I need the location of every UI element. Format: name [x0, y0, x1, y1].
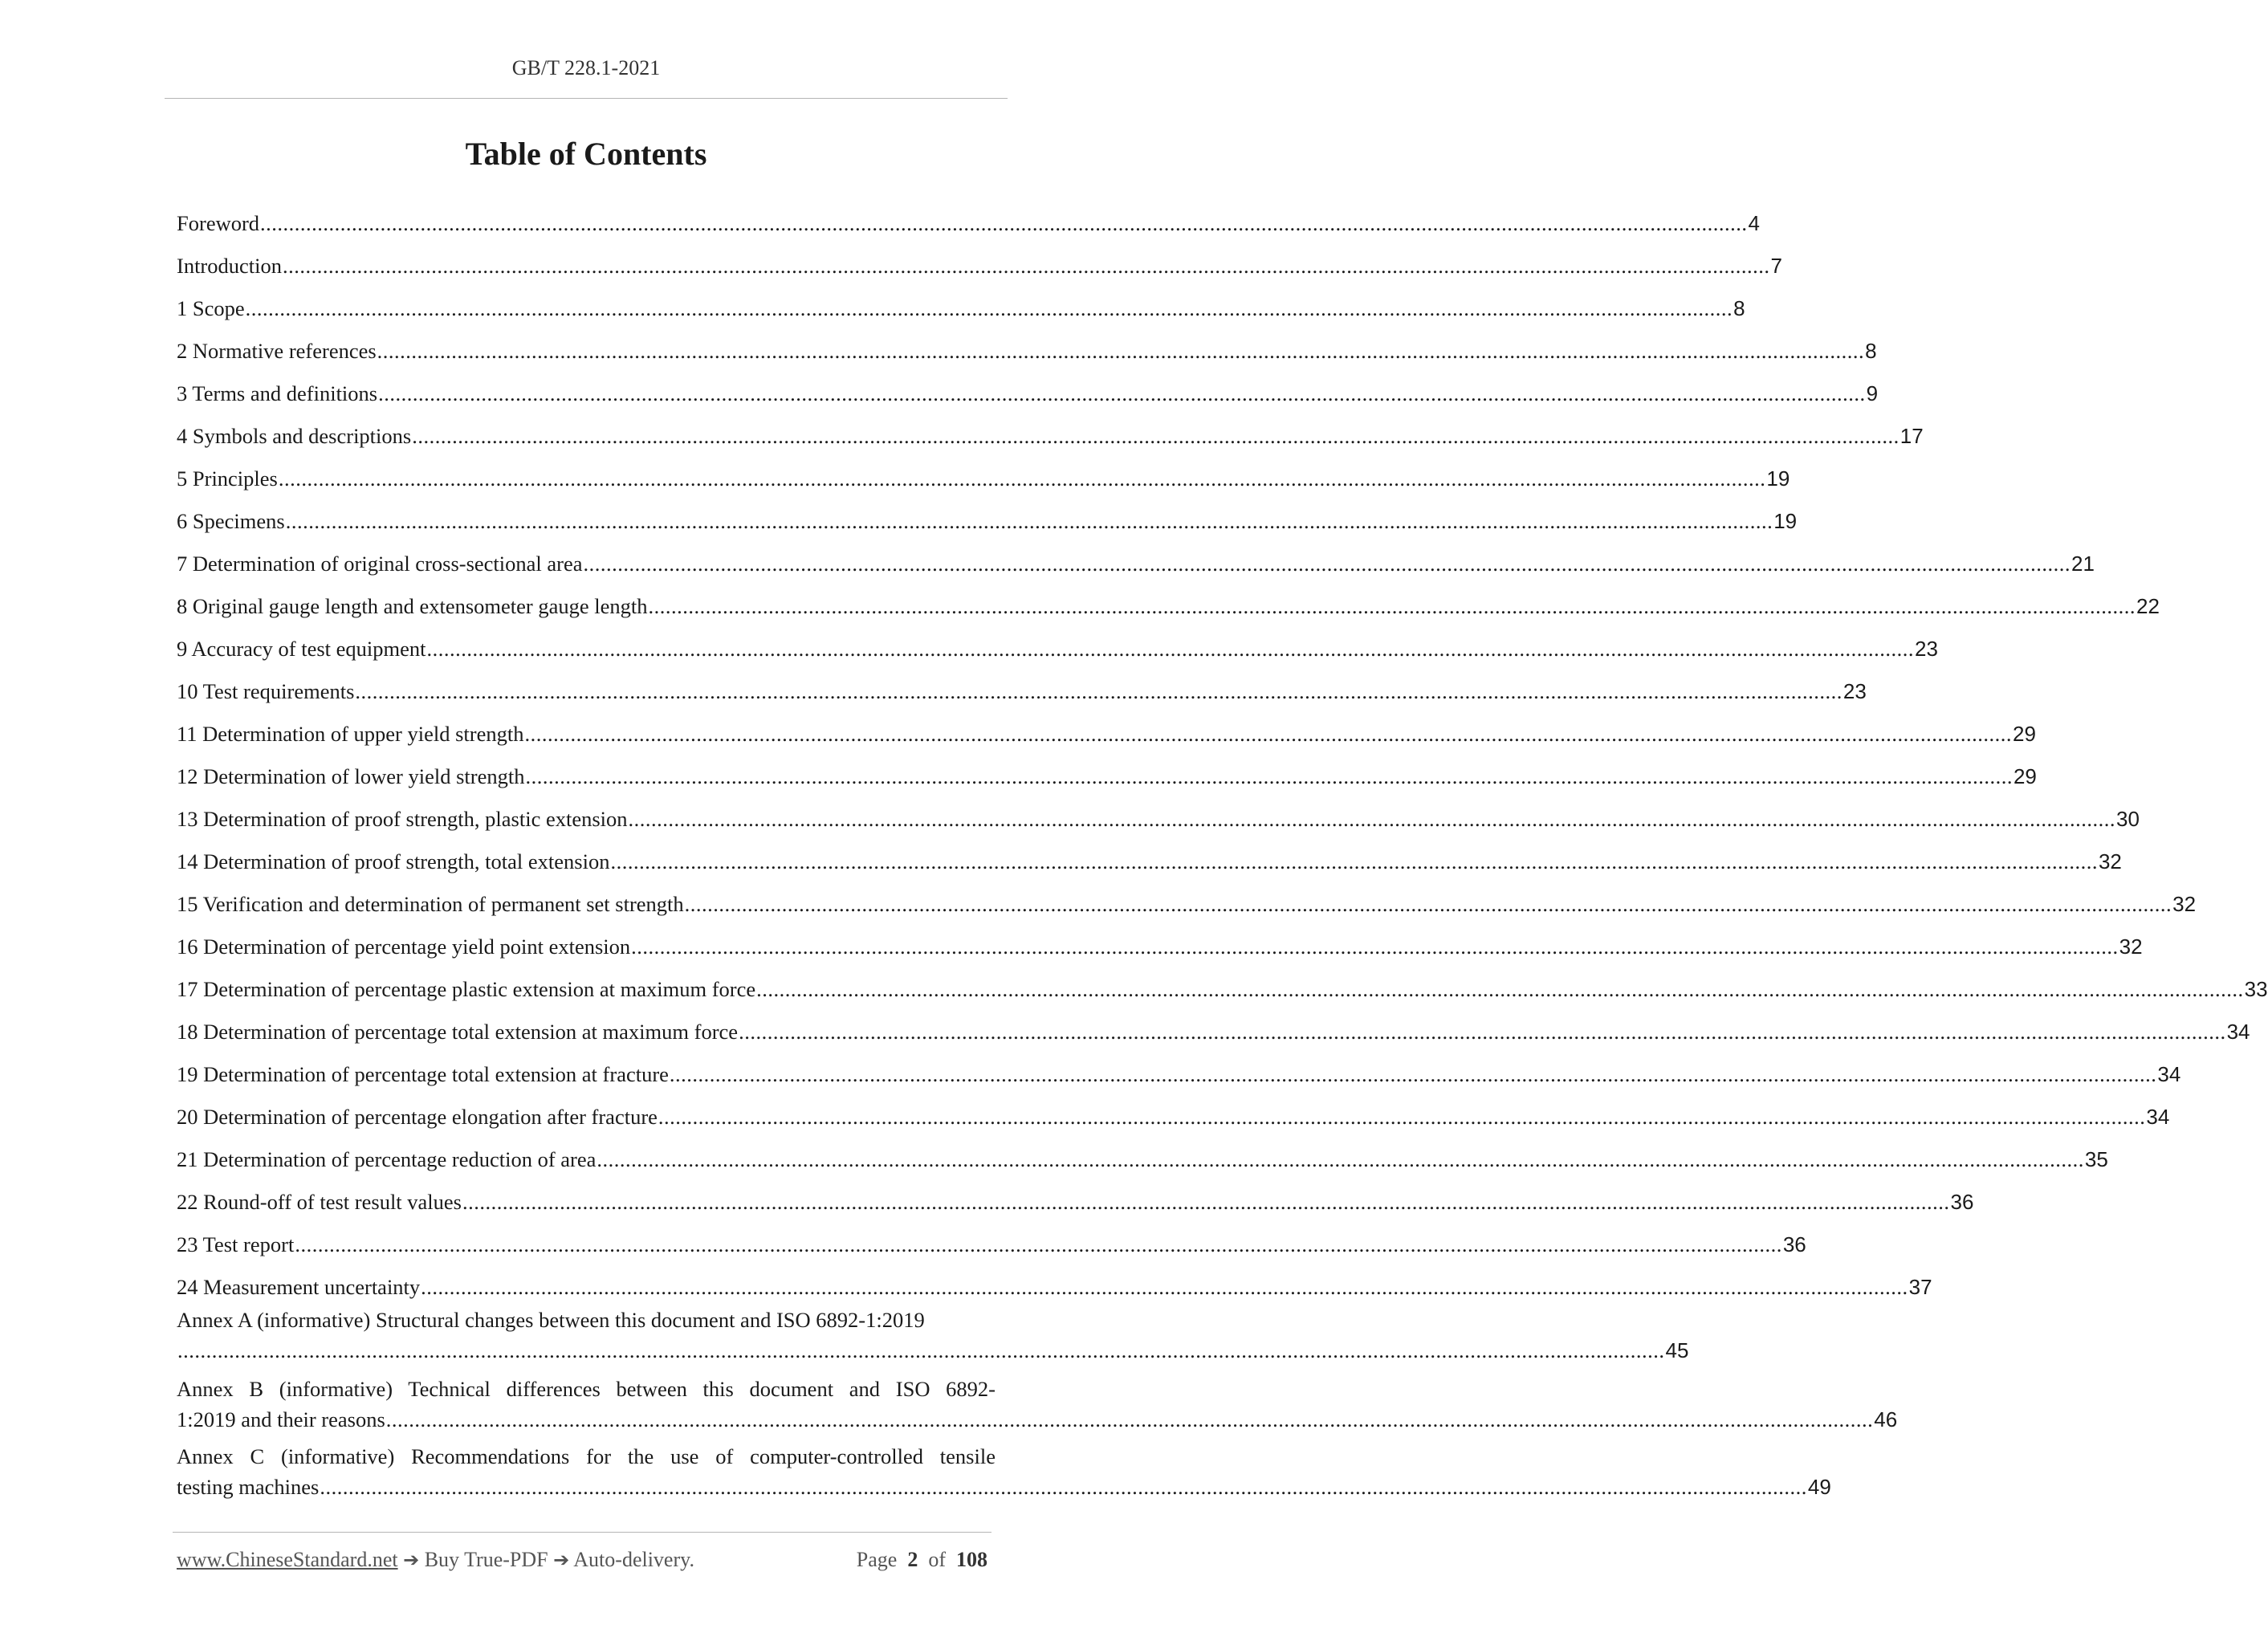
- dot-leader: ....................................................................................................................................................................................................................................................................: [684, 892, 2172, 916]
- toc-entry[interactable]: [177, 1258, 1932, 1301]
- toc-entry[interactable]: [177, 1045, 2181, 1088]
- toc-entry[interactable]: [177, 747, 2037, 790]
- site-link[interactable]: www.ChineseStandard.net: [177, 1548, 398, 1571]
- toc-entry-page: 32: [2098, 849, 2122, 873]
- toc-entry-label: 2 Normative references: [177, 339, 377, 363]
- toc-entry[interactable]: [177, 364, 1879, 407]
- toc-entry[interactable]: [177, 407, 1924, 450]
- toc-entry[interactable]: [177, 960, 2268, 1003]
- toc-entry[interactable]: [177, 918, 2143, 960]
- toc-entry-page: 22: [2136, 594, 2160, 618]
- current-page: 2: [907, 1548, 918, 1571]
- dot-leader: ....................................................................................................................................................................................................................................................................: [610, 849, 2098, 873]
- arrow-right-icon: ➔: [553, 1549, 570, 1571]
- toc-entry-page: 33: [2244, 977, 2268, 1001]
- toc-entry-label: 21 Determination of percentage reduction of area: [177, 1147, 597, 1171]
- toc-entry-label: Introduction: [177, 254, 282, 278]
- toc-entry-label: Annex B (informative) Technical differences between this document and ISO 6892-: [177, 1377, 996, 1401]
- toc-entry-label: 1 Scope: [177, 296, 245, 320]
- toc-entry-page: 30: [2116, 807, 2140, 831]
- toc-entry[interactable]: [177, 875, 2197, 918]
- toc-entry-label: 11 Determination of upper yield strength: [177, 722, 524, 746]
- toc-entry-label: 19 Determination of percentage total extension at fracture: [177, 1062, 669, 1086]
- dot-leader: ....................................................................................................................................................................................................................................................................: [177, 1338, 1665, 1362]
- toc-entry-label: 15 Verification and determination of permanent set strength: [177, 892, 684, 916]
- table-of-contents: [177, 194, 2268, 1506]
- dot-leader: ....................................................................................................................................................................................................................................................................: [597, 1147, 2084, 1171]
- dot-leader: ....................................................................................................................................................................................................................................................................: [462, 1190, 1950, 1214]
- toc-entry-label: 8 Original gauge length and extensometer gauge length: [177, 594, 648, 618]
- toc-entry-label: 12 Determination of lower yield strength: [177, 764, 525, 788]
- dot-leader: ....................................................................................................................................................................................................................................................................: [355, 679, 1842, 703]
- footer-buy-text: Buy True-PDF: [419, 1548, 554, 1571]
- footer-delivery-text: Auto-delivery.: [569, 1548, 694, 1571]
- toc-entry-annex-c[interactable]: [177, 1439, 1831, 1506]
- document-code-header: GB/T 228.1-2021: [511, 56, 661, 79]
- toc-entry-page: 8: [1733, 296, 1745, 320]
- toc-entry[interactable]: [177, 1130, 2108, 1173]
- dot-leader: ....................................................................................................................................................................................................................................................................: [385, 1407, 1874, 1431]
- toc-entry-label-cont: 1:2019 and their reasons: [177, 1407, 385, 1431]
- toc-entry[interactable]: [177, 790, 2140, 833]
- toc-entry-label-cont: testing machines: [177, 1475, 320, 1499]
- header-divider: [165, 98, 1008, 99]
- toc-entry-label: 23 Test report: [177, 1232, 295, 1256]
- of-word: of: [928, 1548, 946, 1571]
- dot-leader: ....................................................................................................................................................................................................................................................................: [525, 764, 2013, 788]
- dot-leader: ....................................................................................................................................................................................................................................................................: [245, 296, 1733, 320]
- toc-entry-label: 13 Determination of proof strength, plastic extension: [177, 807, 628, 831]
- dot-leader: ....................................................................................................................................................................................................................................................................: [295, 1232, 1782, 1256]
- toc-entry-label: 10 Test requirements: [177, 679, 355, 703]
- dot-leader: ....................................................................................................................................................................................................................................................................: [412, 424, 1900, 448]
- toc-entry-page: 32: [2119, 935, 2143, 959]
- toc-entry-label: 18 Determination of percentage total extension at maximum force: [177, 1020, 739, 1044]
- dot-leader: ....................................................................................................................................................................................................................................................................: [739, 1020, 2226, 1044]
- toc-entry[interactable]: [177, 237, 1782, 279]
- toc-entry-page: 34: [2157, 1062, 2181, 1086]
- toc-entry-label: 22 Round-off of test result values: [177, 1190, 462, 1214]
- dot-leader: ....................................................................................................................................................................................................................................................................: [285, 509, 1773, 533]
- toc-entry[interactable]: [177, 833, 2122, 875]
- toc-entry[interactable]: [177, 492, 1798, 535]
- toc-entry-page: 37: [1908, 1275, 1932, 1299]
- toc-entry[interactable]: [177, 662, 1867, 705]
- toc-entry-page: 35: [2084, 1147, 2108, 1171]
- toc-entry[interactable]: [177, 279, 1745, 322]
- dot-leader: ....................................................................................................................................................................................................................................................................: [583, 552, 2071, 576]
- dot-leader: ....................................................................................................................................................................................................................................................................: [756, 977, 2244, 1001]
- dot-leader: ....................................................................................................................................................................................................................................................................: [278, 466, 1766, 491]
- toc-entry-label: 14 Determination of proof strength, total extension: [177, 849, 610, 873]
- toc-entry[interactable]: [177, 450, 1790, 492]
- toc-entry-label: 3 Terms and definitions: [177, 381, 378, 405]
- toc-entry[interactable]: [177, 194, 1761, 237]
- page-counter: [857, 1548, 987, 1572]
- footer-divider: [173, 1532, 991, 1533]
- toc-entry-page: 23: [1915, 637, 1938, 661]
- toc-entry[interactable]: [177, 1003, 2250, 1045]
- toc-entry-page: 23: [1842, 679, 1867, 703]
- toc-entry[interactable]: [177, 705, 2036, 747]
- toc-entry-page: 49: [1807, 1475, 1831, 1499]
- toc-entry-label: 24 Measurement uncertainty: [177, 1275, 421, 1299]
- toc-entry[interactable]: [177, 535, 2095, 577]
- dot-leader: ....................................................................................................................................................................................................................................................................: [377, 339, 1865, 363]
- dot-leader: ....................................................................................................................................................................................................................................................................: [378, 381, 1866, 405]
- dot-leader: ....................................................................................................................................................................................................................................................................: [628, 807, 2116, 831]
- toc-entry[interactable]: [177, 1173, 1974, 1215]
- toc-entry[interactable]: [177, 577, 2160, 620]
- page-word: Page: [856, 1548, 898, 1571]
- toc-entry[interactable]: [177, 620, 1938, 662]
- toc-entry-page: 9: [1866, 381, 1879, 405]
- toc-entry-label: 16 Determination of percentage yield point extension: [177, 935, 631, 959]
- total-pages: 108: [956, 1548, 987, 1571]
- dot-leader: ....................................................................................................................................................................................................................................................................: [320, 1475, 1807, 1499]
- toc-entry-annex-b[interactable]: [177, 1371, 1898, 1439]
- toc-entry-label: 4 Symbols and descriptions: [177, 424, 412, 448]
- toc-entry-page: 19: [1766, 466, 1790, 491]
- toc-entry-annex-a[interactable]: [177, 1301, 1689, 1371]
- page-title: Table of Contents: [465, 136, 707, 172]
- toc-entry-label: 7 Determination of original cross-sectional area: [177, 552, 583, 576]
- toc-entry[interactable]: [177, 1215, 1806, 1258]
- toc-entry-label: Annex C (informative) Recommendations for the use of computer-controlled tensile: [177, 1444, 996, 1468]
- toc-entry-page: 17: [1900, 424, 1924, 448]
- dot-leader: ....................................................................................................................................................................................................................................................................: [283, 254, 1770, 278]
- toc-entry-page: 29: [2012, 722, 2036, 746]
- toc-entry[interactable]: [177, 1088, 2170, 1130]
- toc-entry-page: 21: [2071, 552, 2095, 576]
- dot-leader: ....................................................................................................................................................................................................................................................................: [669, 1062, 2157, 1086]
- toc-entry-label: Annex A (informative) Structural changes between this document and ISO 6892-1:2019: [177, 1308, 925, 1332]
- toc-entry-label: 20 Determination of percentage elongation after fracture: [177, 1105, 658, 1129]
- dot-leader: ....................................................................................................................................................................................................................................................................: [658, 1105, 2146, 1129]
- toc-entry-page: 8: [1865, 339, 1877, 363]
- dot-leader: ....................................................................................................................................................................................................................................................................: [631, 935, 2119, 959]
- toc-entry-page: 19: [1773, 509, 1798, 533]
- dot-leader: ....................................................................................................................................................................................................................................................................: [648, 594, 2136, 618]
- toc-entry-page: 46: [1874, 1407, 1898, 1431]
- toc-entry-page: 7: [1770, 254, 1782, 278]
- toc-entry-label: 5 Principles: [177, 466, 278, 491]
- footer-promo: [177, 1548, 694, 1572]
- toc-entry-page: 4: [1748, 211, 1761, 235]
- arrow-right-icon: ➔: [403, 1549, 420, 1571]
- dot-leader: ....................................................................................................................................................................................................................................................................: [421, 1275, 1908, 1299]
- toc-entry-page: 36: [1950, 1190, 1974, 1214]
- toc-entry-page: 36: [1782, 1232, 1806, 1256]
- toc-entry-page: 34: [2226, 1020, 2250, 1044]
- toc-entry-page: 45: [1665, 1338, 1689, 1362]
- dot-leader: ....................................................................................................................................................................................................................................................................: [260, 211, 1748, 235]
- toc-entry-label: Foreword: [177, 211, 260, 235]
- toc-entry-label: 6 Specimens: [177, 509, 285, 533]
- toc-entry-label: 9 Accuracy of test equipment: [177, 637, 426, 661]
- toc-entry-page: 29: [2013, 764, 2037, 788]
- toc-entry-page: 34: [2146, 1105, 2170, 1129]
- dot-leader: ....................................................................................................................................................................................................................................................................: [524, 722, 2012, 746]
- dot-leader: ....................................................................................................................................................................................................................................................................: [426, 637, 1915, 661]
- toc-entry-page: 32: [2172, 892, 2197, 916]
- toc-entry-label: 17 Determination of percentage plastic extension at maximum force: [177, 977, 756, 1001]
- toc-entry[interactable]: [177, 322, 1877, 364]
